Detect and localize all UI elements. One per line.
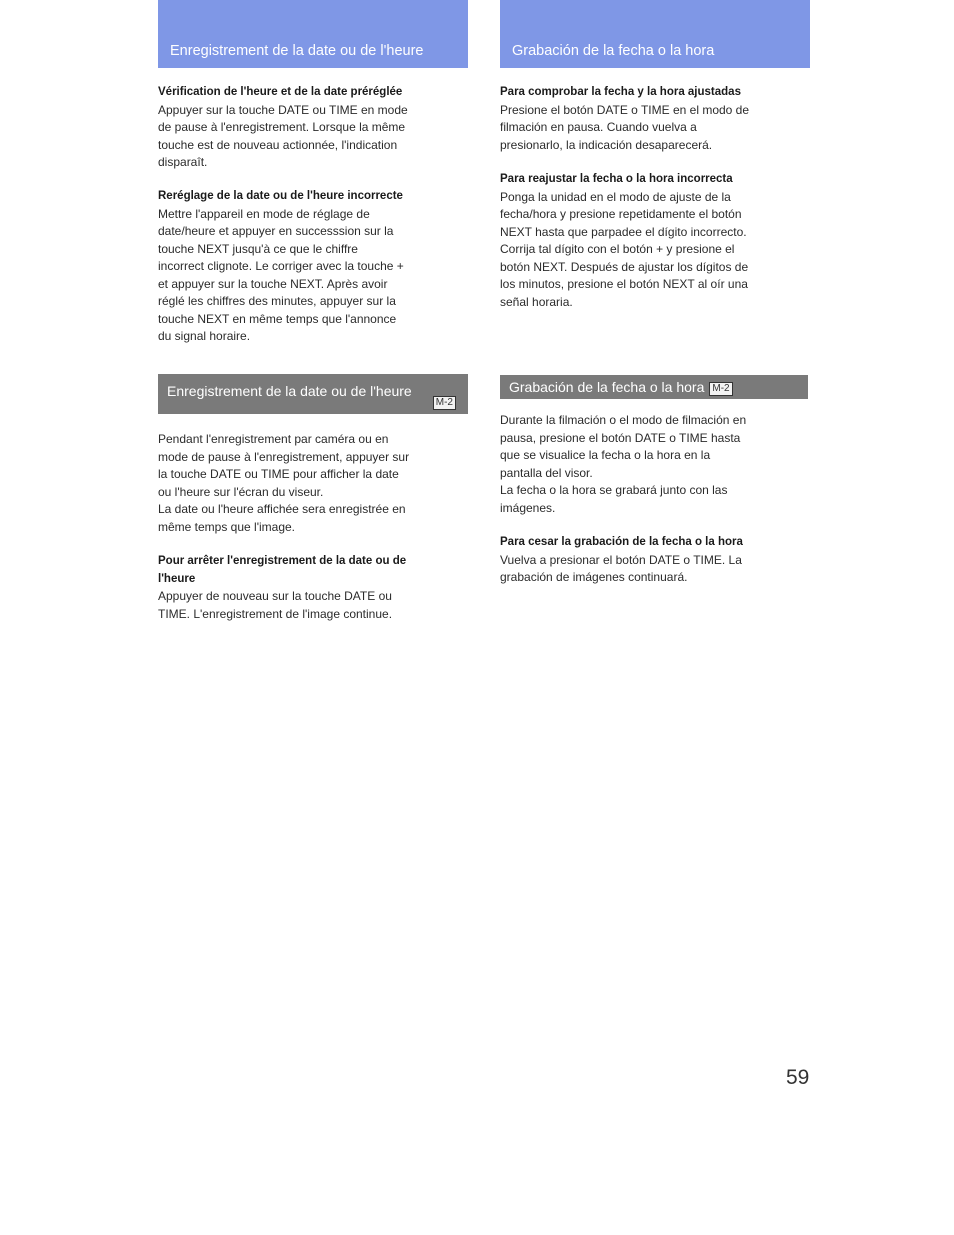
- section-heading: Para comprobar la fecha y la hora ajustadas: [500, 86, 741, 98]
- paragraph-line: pausa, presione el botón DATE o TIME hasta: [500, 430, 741, 445]
- paragraph-line: Corrija tal dígito con el botón + y presione el: [500, 242, 735, 256]
- page-number: 59: [786, 1066, 810, 1089]
- paragraph-line: los minutos, presione el botón NEXT al oír una: [500, 277, 748, 291]
- paragraph-line: date/heure et appuyer en successsion sur la: [158, 224, 394, 238]
- reset-datetime-section: [500, 171, 806, 311]
- banner-title: Grabación de la fecha o la hora: [512, 43, 715, 59]
- record-datetime-section: [158, 431, 464, 536]
- check-datetime-section: [158, 84, 464, 172]
- paragraph-line: touche est de nouveau actionnée, l'indication: [158, 137, 398, 152]
- paragraph-line: presionarlo, la indicación desaparecerá.: [500, 137, 713, 152]
- mode-badge: M-2: [709, 382, 732, 396]
- paragraph-line: même temps que l'image.: [158, 519, 296, 534]
- paragraph-line: du signal horaire.: [158, 329, 251, 343]
- section-banner: [158, 0, 468, 68]
- paragraph-line: Appuyer sur la touche DATE ou TIME en mode: [158, 102, 408, 117]
- section-heading: Reréglage de la date ou de l'heure incorrecte: [158, 190, 403, 202]
- sub-banner-title: [509, 379, 733, 396]
- reset-datetime-section: [158, 188, 464, 346]
- banner-title: Enregistrement de la date ou de l'heure: [170, 43, 424, 59]
- paragraph-line: Durante la filmación o el modo de filmación en: [500, 413, 747, 427]
- paragraph-line: pantalla del visor.: [500, 465, 593, 480]
- paragraph-line: NEXT hasta que parpadee el dígito incorrecto.: [500, 224, 747, 239]
- sub-banner-title: Enregistrement de la date ou de l'heure: [167, 383, 412, 399]
- paragraph-line: ou l'heure sur l'écran du viseur.: [158, 484, 324, 499]
- paragraph-line: fecha/hora y presione repetidamente el botón: [500, 207, 742, 221]
- paragraph-line: señal horaria.: [500, 294, 573, 309]
- paragraph-line: Appuyer de nouveau sur la touche DATE ou: [158, 589, 392, 603]
- record-datetime-section: [500, 412, 806, 517]
- paragraph-line: la touche DATE ou TIME pour afficher la date: [158, 467, 399, 481]
- section-heading: l'heure: [158, 572, 196, 585]
- sub-section-banner: [500, 375, 808, 399]
- paragraph-line: TIME. L'enregistrement de l'image continue.: [158, 606, 393, 621]
- paragraph-line: Vuelva a presionar el botón DATE o TIME. La: [500, 552, 742, 567]
- paragraph-line: réglé les chiffres des minutes, appuyer sur la: [158, 294, 396, 308]
- paragraph-line: mode de pause à l'enregistrement, appuyer sur: [158, 449, 410, 464]
- paragraph-line: botón NEXT. Después de ajustar los dígitos de: [500, 259, 749, 274]
- paragraph-line: grabación de imágenes continuará.: [500, 570, 688, 584]
- section-heading: Vérification de l'heure et de la date préréglée: [158, 86, 403, 98]
- paragraph-line: disparaît.: [158, 155, 208, 169]
- sub-section-banner: [158, 374, 468, 414]
- paragraph-line: imágenes.: [500, 500, 556, 515]
- sub-banner-title-text: Grabación de la fecha o la hora: [509, 379, 705, 395]
- stop-recording-section: [158, 553, 464, 623]
- paragraph-line: La fecha o la hora se grabará junto con las: [500, 483, 728, 497]
- paragraph-line: Ponga la unidad en el modo de ajuste de la: [500, 189, 731, 204]
- paragraph-line: de pause à l'enregistrement. Lorsque la même: [158, 120, 406, 134]
- paragraph-line: et appuyer sur la touche NEXT. Après avoir: [158, 276, 388, 291]
- paragraph-line: touche NEXT jusqu'à ce que le chiffre: [158, 241, 358, 256]
- paragraph-line: touche NEXT en même temps que l'annonce: [158, 311, 397, 326]
- paragraph-line: La date ou l'heure affichée sera enregistrée en: [158, 502, 406, 516]
- paragraph-line: filmación en pausa. Cuando vuelva a: [500, 120, 697, 134]
- section-heading: Pour arrêter l'enregistrement de la date ou de: [158, 555, 407, 567]
- paragraph-line: que se visualice la fecha o la hora en la: [500, 448, 711, 462]
- section-heading: Para cesar la grabación de la fecha o la hora: [500, 536, 743, 548]
- mode-badge: M-2: [433, 396, 456, 410]
- paragraph-line: Mettre l'appareil en mode de réglage de: [158, 206, 370, 221]
- paragraph-line: Pendant l'enregistrement par caméra ou en: [158, 432, 389, 446]
- stop-recording-section: [500, 534, 806, 587]
- section-heading: Para reajustar la fecha o la hora incorrecta: [500, 173, 733, 185]
- paragraph-line: incorrect clignote. Le corriger avec la touche +: [158, 259, 404, 273]
- section-banner: [500, 0, 810, 68]
- paragraph-line: Presione el botón DATE o TIME en el modo de: [500, 102, 750, 117]
- check-datetime-section: [500, 84, 806, 154]
